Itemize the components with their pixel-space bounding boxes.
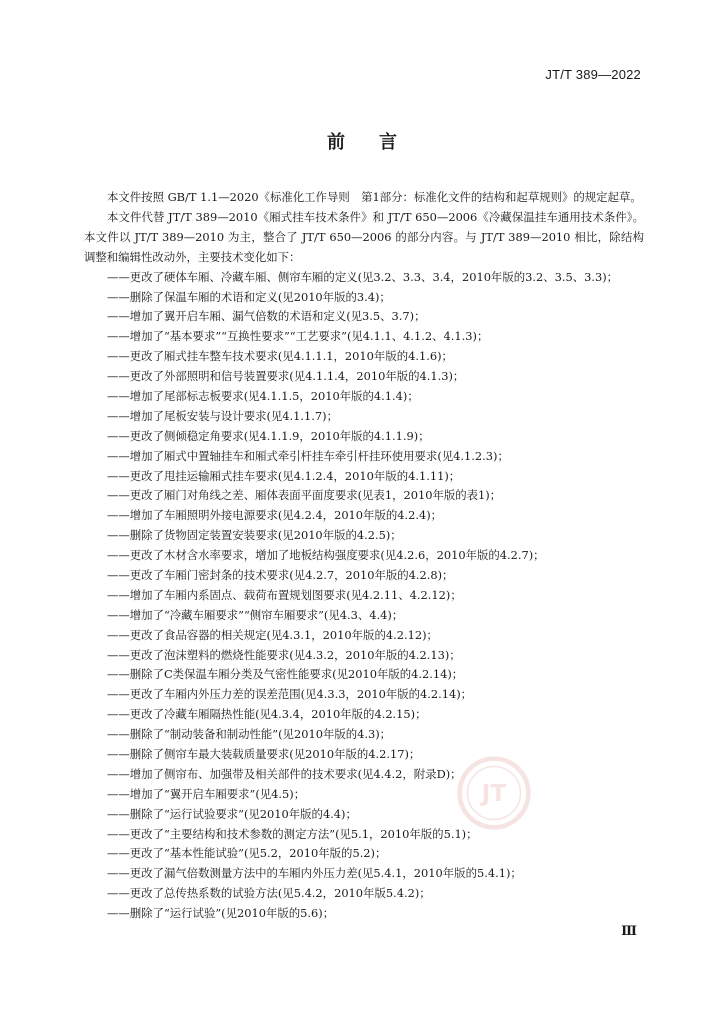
change-item: ——增加了车厢照明外接电源要求(见4.2.4，2010年版的4.2.4)； <box>107 508 443 523</box>
change-item: ——删除了保温车厢的术语和定义(见2010年版的3.4)； <box>107 289 391 304</box>
document-body <box>84 188 644 924</box>
change-item: ——更改了侧倾稳定角要求(见4.1.1.9，2010年版的4.1.1.9)； <box>107 428 430 443</box>
change-item: ——更改了外部照明和信号装置要求(见4.1.1.4，2010年版的4.1.3)； <box>107 369 465 384</box>
change-item: ——增加了厢式中置轴挂车和厢式牵引杆挂车牵引杆挂环使用要求(见4.1.2.3)； <box>107 448 509 463</box>
change-item: ——增加了尾部标志板要求(见4.1.1.5，2010年版的4.1.4)； <box>107 388 419 403</box>
change-item: ——更改了木材含水率要求，增加了地板结构强度要求(见4.2.6，2010年版的4.2.7)； <box>107 548 545 563</box>
change-item: ——删除了侧帘车最大装载质量要求(见2010年版的4.2.17)； <box>107 747 421 761</box>
change-item: ——增加了“翼开启车厢要求”(见4.5)； <box>107 786 306 801</box>
change-item: ——更改了“基本性能试验”(见5.2，2010年版的5.2)； <box>107 846 387 861</box>
change-item: ——删除了“运行试验”(见2010年版的5.6)； <box>107 906 335 921</box>
intro-paragraph-2: 本文件代替 JT/T 389—2010《厢式挂车技术条件》和 JT/T 650—2006《冷藏保温挂车通用技术条件》。本文件以 JT/T 389—2010 为主，整合了 JT/T 650—2006 的部分内容。与 JT/T 389—2010 相比，除结构调整和编辑性改动外，主要技术变化如下： <box>84 209 644 264</box>
change-item: ——更改了冷藏车厢隔热性能(见4.3.4，2010年版的4.2.15)； <box>107 707 427 722</box>
page-title: 前言 <box>327 132 431 153</box>
change-item: ——更改了漏气倍数测量方法中的车厢内外压力差(见5.4.1，2010年版的5.4.1)； <box>107 866 522 881</box>
change-item: ——增加了车厢内系固点、载荷布置规划图要求(见4.2.11、4.2.12)； <box>107 587 462 602</box>
change-item: ——更改了车厢内外压力差的误差范围(见4.3.3，2010年版的4.2.14)； <box>107 687 473 702</box>
change-item: ——增加了侧帘布、加强带及相关部件的技术要求(见4.4.2，附录D)； <box>107 766 462 781</box>
change-item: ——增加了“冷藏车厢要求”“侧帘车厢要求”(见4.3、4.4)； <box>107 607 404 622</box>
change-item: ——增加了尾板安装与设计要求(见4.1.1.7)； <box>107 408 338 423</box>
change-item: ——更改了厢式挂车整车技术要求(见4.1.1.1，2010年版的4.1.6)； <box>107 349 453 364</box>
watermark-text: JT <box>481 778 507 807</box>
change-item: ——更改了“主要结构和技术参数的测定方法”(见5.1，2010年版的5.1)； <box>107 826 478 841</box>
change-item: ——删除了货物固定装置安装要求(见2010年版的4.2.5)； <box>107 528 402 543</box>
change-item: ——删除了“运行试验要求”(见2010年版的4.4)； <box>107 806 357 821</box>
intro-paragraph-1: 本文件按照 GB/T 1.1—2020《标准化工作导则 第1部分：标准化文件的结构和起草规则》的规定起草。 <box>107 190 642 204</box>
change-item: ——更改了车厢门密封条的技术要求(见4.2.7，2010年版的4.2.8)； <box>107 567 454 582</box>
change-item: ——删除了“制动装备和制动性能”(见2010年版的4.3)； <box>107 727 392 742</box>
change-item: ——删除了C类保温车厢分类及气密性能要求(见2010年版的4.2.14)； <box>107 667 464 682</box>
change-item: ——更改了硬体车厢、冷藏车厢、侧帘车厢的定义(见3.2、3.3、3.4，2010年版的3.2、3.5、3.3)； <box>107 269 619 284</box>
header-standard-code: JT/T 389—2022 <box>545 67 641 82</box>
change-item: ——增加了“基本要求”“互换性要求”“工艺要求”(见4.1.1、4.1.2、4.1.3)； <box>107 329 489 344</box>
change-item: ——更改了厢门对角线之差、厢体表面平面度要求(见表1，2010年版的表1)； <box>107 488 502 503</box>
technical-changes-list <box>84 268 644 924</box>
change-item: ——更改了甩挂运输厢式挂车要求(见4.1.2.4，2010年版的4.1.11)； <box>107 468 461 483</box>
change-item: ——增加了翼开启车厢、漏气倍数的术语和定义(见3.5、3.7)； <box>107 309 426 324</box>
change-item: ——更改了泡沫塑料的燃烧性能要求(见4.3.2，2010年版的4.2.13)； <box>107 647 461 662</box>
page-number: Ⅲ <box>621 924 637 939</box>
change-item: ——更改了食品容器的相关规定(见4.3.1，2010年版的4.2.12)； <box>107 627 438 642</box>
change-item: ——更改了总传热系数的试验方法(见5.4.2，2010年版5.4.2)； <box>107 886 431 901</box>
